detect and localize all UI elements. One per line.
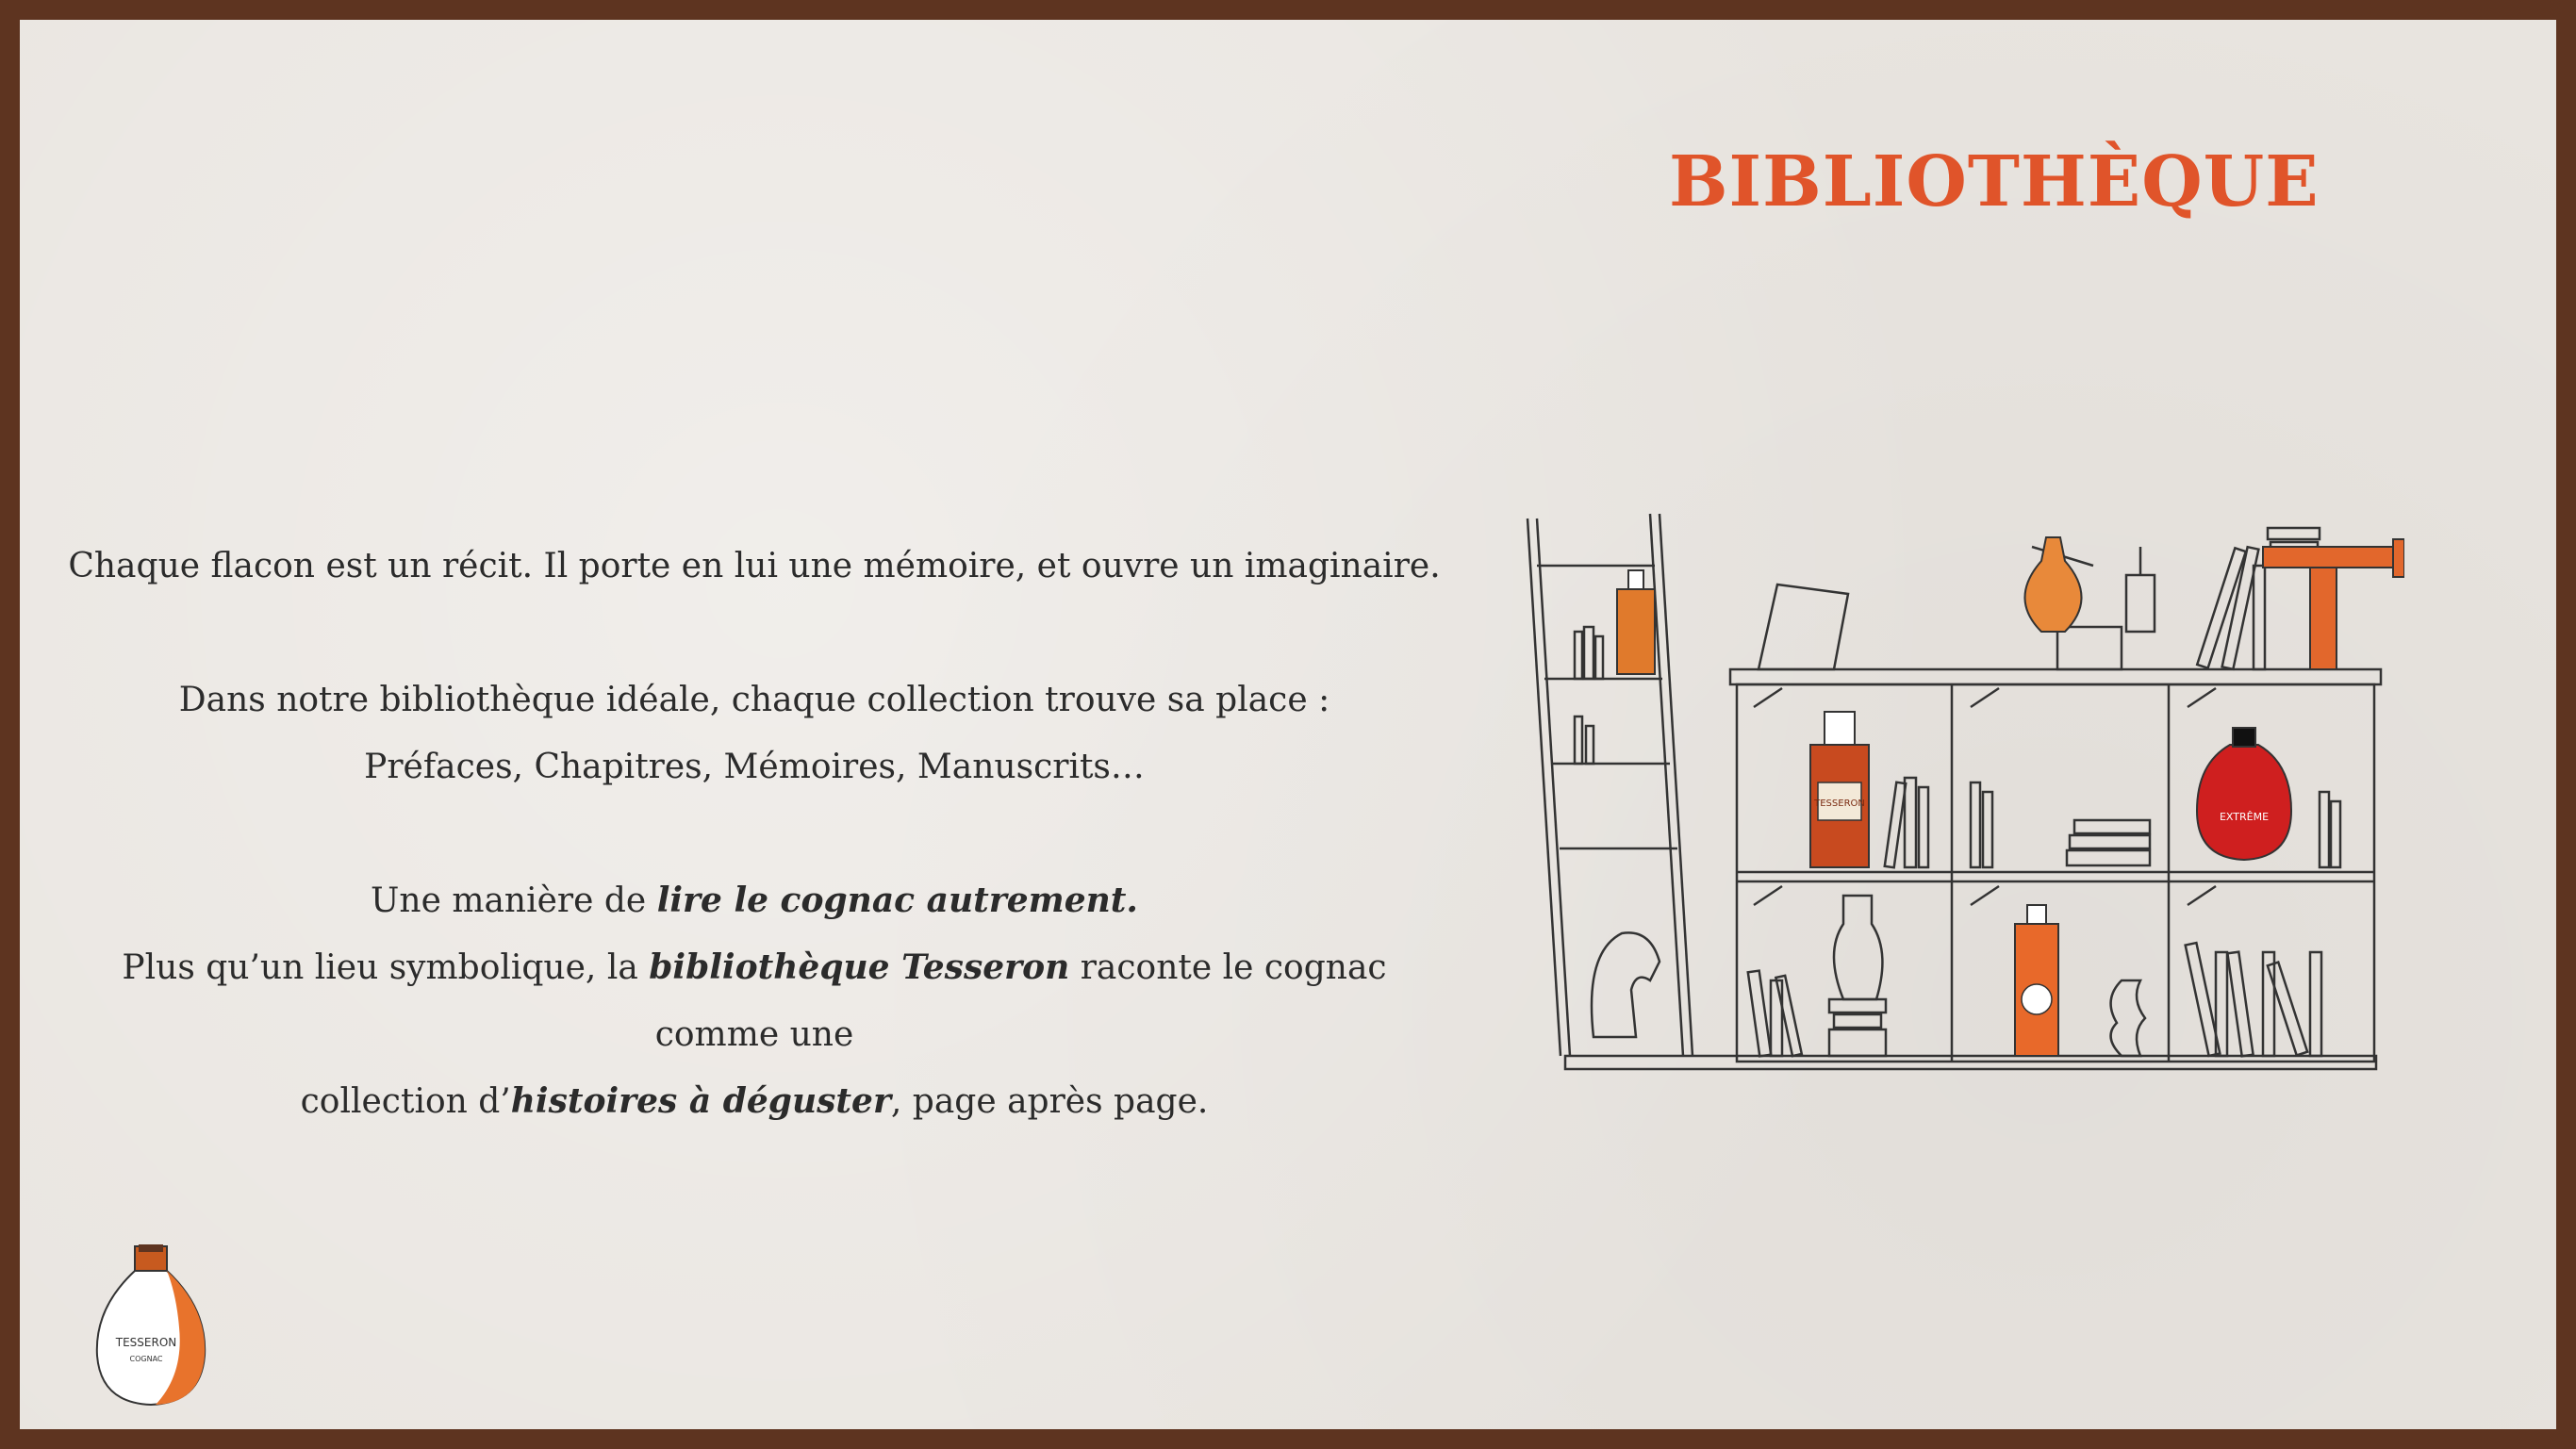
emphasis-text: bibliothèque Tesseron [649,947,1070,987]
paragraph-1: Chaque flacon est un récit. Il porte en lui une mémoire, et ouvre un imaginaire. [68,547,1441,585]
bottle-label-2: EXTRÊME [2219,811,2270,823]
paragraph-4: Une manière de lire le cognac autrement. [371,881,1138,920]
emphasis-text: histoires à déguster [510,1081,891,1121]
paragraph-3: Préfaces, Chapitres, Mémoires, Manuscrits… [364,748,1145,786]
bottle-shelf-2 [2015,905,2058,1056]
paragraph-2: Dans notre bibliothèque idéale, chaque collection trouve sa place : [178,681,1330,719]
logo-sub: COGNAC [129,1355,163,1363]
bottle-ladder [1617,570,1655,674]
logo-brand: TESSERON [115,1336,177,1349]
page-title: BIBLIOTHÈQUE [1669,141,2320,222]
paragraph-6: collection d’histoires à déguster, page après page. [300,1081,1209,1121]
bookshelf-illustration [1518,509,2404,1075]
tesseron-logo-icon [90,1243,212,1408]
emphasis-text: lire le cognac autrement. [656,881,1138,920]
paragraph-5: Plus qu’un lieu symbolique, la bibliothèque Tesseron raconte le cognac comme une [122,947,1387,1054]
bottle-extreme [2197,728,2291,860]
body-text [57,533,1452,1135]
bottle-label-1: TESSERON [1814,799,1865,809]
bottle-shelf-1 [1810,712,1869,867]
